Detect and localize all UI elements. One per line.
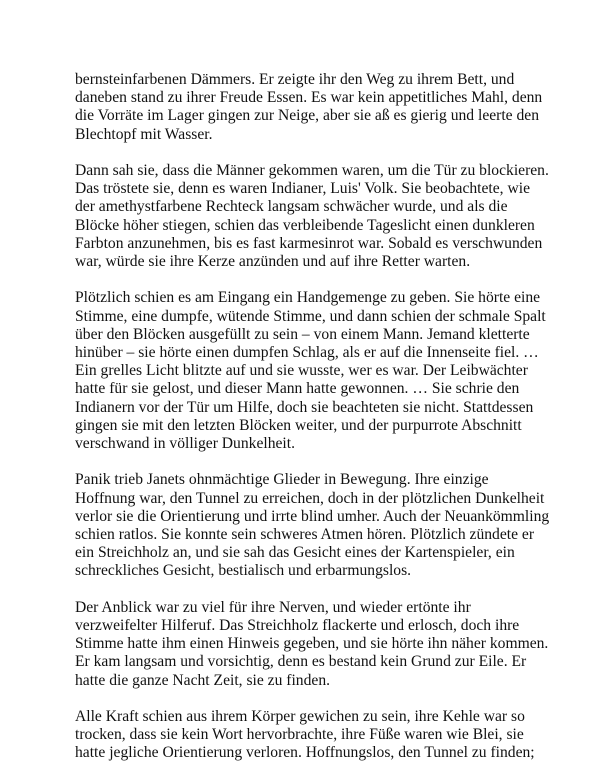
paragraph-6	[75, 708, 545, 763]
text-line: Alle Kraft schien aus ihrem Körper gewichen zu sein, ihre Kehle war so	[75, 708, 525, 726]
text-line: schien ratlos. Sie konnte sein schweres Atmen hören. Plötzlich zündete er	[75, 526, 535, 544]
text-line: trocken, dass sie kein Wort hervorbrachte, ihre Füße waren wie Blei, sie	[75, 726, 524, 744]
text-line: Stimme hatte ihm einen Hinweis gegeben, und sie hörte ihn näher kommen.	[75, 635, 549, 653]
text-line: die Vorräte im Lager gingen zur Neige, aber sie aß es gierig und leerte den	[75, 107, 540, 125]
document-page	[75, 71, 550, 781]
paragraph-3	[75, 289, 545, 453]
text-line: Hoffnung war, den Tunnel zu erreichen, doch in der plötzlichen Dunkelheit	[75, 489, 545, 507]
text-line: Ein grelles Licht blitzte auf und sie wusste, wer es war. Der Leibwächter	[75, 362, 528, 380]
text-line: hatte für sie gelost, und dieser Mann hatte gewonnen. … Sie schrie den	[75, 380, 520, 398]
text-line: Plötzlich schien es am Eingang ein Handgemenge zu geben. Sie hörte eine	[75, 289, 541, 307]
text-line: Der Anblick war zu viel für ihre Nerven, und wieder ertönte ihr	[75, 598, 471, 616]
text-line: war, würde sie ihre Kerze anzünden und auf ihre Retter warten.	[75, 253, 471, 271]
text-line: Farbton anzunehmen, bis es fast karmesinrot war. Sobald es verschwunden	[75, 234, 543, 252]
text-line: Blöcke höher stiegen, schien das verbleibende Tageslicht einen dunkleren	[75, 216, 535, 234]
text-line: schreckliches Gesicht, bestialisch und erbarmungslos.	[75, 562, 412, 580]
text-line: verschwand in völliger Dunkelheit.	[75, 435, 295, 453]
text-line: Panik trieb Janets ohnmächtige Glieder in Bewegung. Ihre einzige	[75, 471, 489, 489]
text-line: daneben stand zu ihrer Freude Essen. Es war kein appetitliches Mahl, denn	[75, 89, 543, 107]
text-line: ein Streichholz an, und sie sah das Gesicht eines der Kartenspieler, ein	[75, 544, 515, 562]
text-line: hatte jegliche Orientierung verloren. Hoffnungslos, den Tunnel zu finden;	[75, 744, 535, 762]
paragraph-4	[75, 471, 550, 580]
text-line: gingen sie mit den letzten Blöcken weiter, und der purpurrote Abschnitt	[75, 416, 522, 434]
paragraph-2	[75, 162, 549, 271]
text-line: Dann sah sie, dass die Männer gekommen waren, um die Tür zu blockieren.	[75, 162, 549, 179]
text-line: Er kam langsam und vorsichtig, denn es bestand kein Grund zur Eile. Er	[75, 653, 527, 671]
paragraph-5	[75, 598, 549, 690]
text-line: verlor sie die Orientierung und irrte blind umher. Auch der Neuankömmling	[75, 507, 550, 525]
text-line: Indianern vor der Tür um Hilfe, doch sie beachteten sie nicht. Stattdessen	[75, 398, 534, 416]
text-line: hatte die ganze Nacht Zeit, sie zu finden.	[75, 671, 331, 689]
text-line: hinüber – sie hörte einen dumpfen Schlag, als er auf die Innenseite fiel. …	[75, 344, 539, 362]
text-line: verzweifelter Hilferuf. Das Streichholz flackerte und erlosch, doch ihre	[75, 617, 520, 635]
text-line: über den Blöcken ausgefüllt zu sein – von einem Mann. Jemand kletterte	[75, 325, 530, 343]
text-line: bernsteinfarbenen Dämmers. Er zeigte ihr den Weg zu ihrem Bett, und	[75, 71, 515, 88]
text-line: der amethystfarbene Rechteck langsam schwächer wurde, und als die	[75, 198, 508, 216]
text-line: Das tröstete sie, denn es waren Indianer, Luis' Volk. Sie beobachtete, wie	[75, 180, 530, 198]
text-line: Stimme, eine dumpfe, wütende Stimme, und dann schien der schmale Spalt	[75, 307, 546, 325]
paragraph-1	[75, 71, 545, 144]
text-line: Blechtopf mit Wasser.	[75, 125, 213, 143]
